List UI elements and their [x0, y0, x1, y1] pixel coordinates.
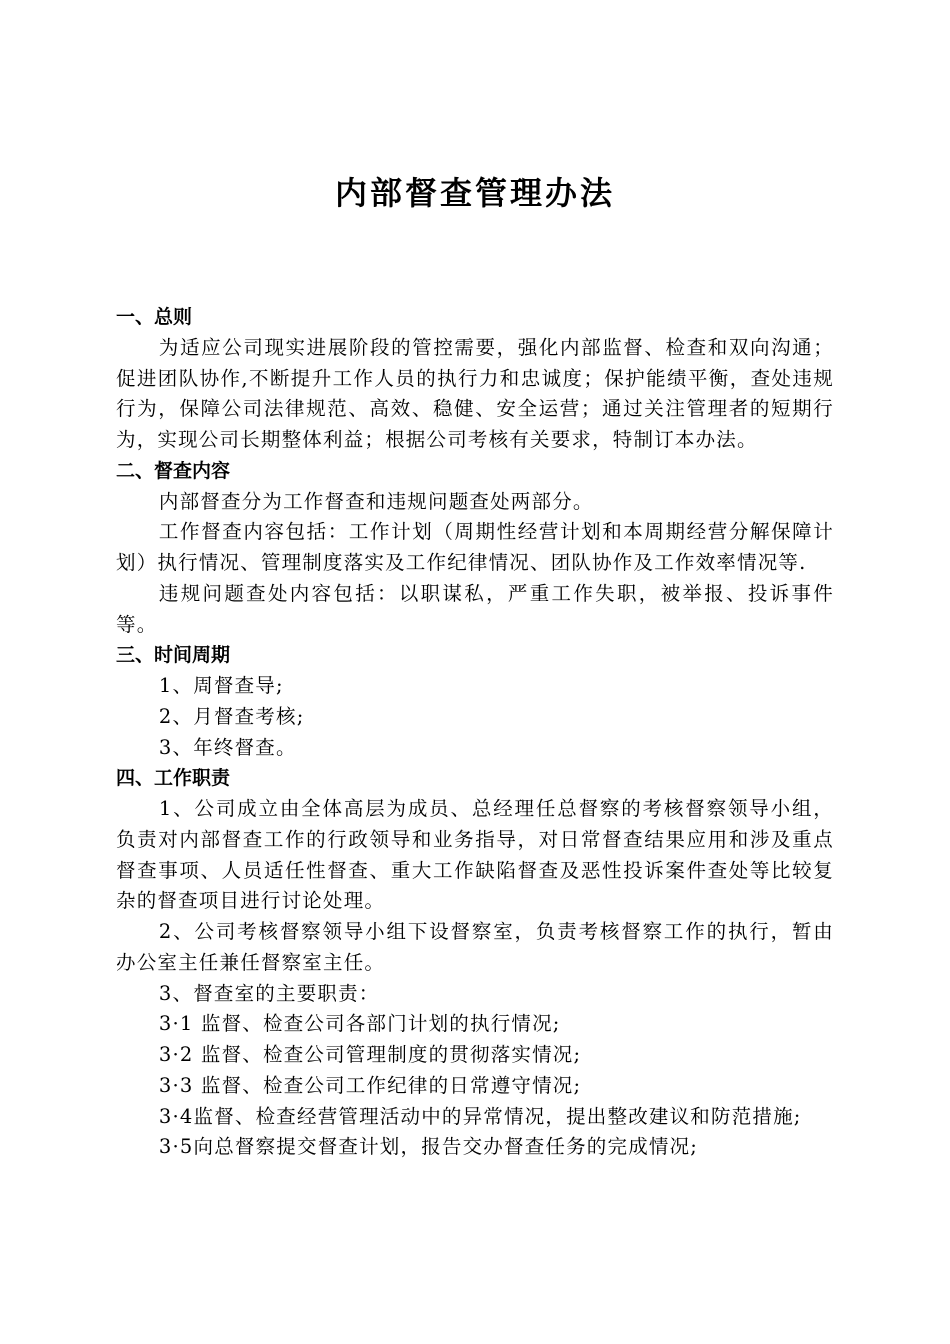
paragraph-inspection-office: 2、公司考核督察领导小组下设督察室，负责考核督察工作的执行，暂由办公室主任兼任督察室主任。 — [116, 920, 834, 974]
paragraph-work-inspection: 工作督查内容包括：工作计划（周期性经营计划和本周期经营分解保障计划）执行情况、管理制度落实及工作纪律情况、团队协作及工作效率情况等. — [116, 520, 834, 574]
document-body — [116, 302, 834, 1163]
list-item-duty-3-5: 3·5向总督察提交督查计划，报告交办督查任务的完成情况; — [158, 1135, 699, 1159]
list-item-duty-3-1: 3·1 监督、检查公司各部门计划的执行情况; — [158, 1012, 561, 1036]
list-item-weekly: 1、周督查导; — [158, 674, 284, 697]
paragraph-violation-handling: 违规问题查处内容包括：以职谋私，严重工作失职，被举报、投诉事件等。 — [116, 581, 834, 636]
section-heading-period: 三、时间周期 — [116, 644, 231, 667]
section-heading-general: 一、总则 — [116, 306, 193, 328]
list-item-annual: 3、年终督查。 — [158, 735, 297, 759]
section-heading-duties: 四、工作职责 — [116, 767, 231, 790]
paragraph-general-purpose: 为适应公司现实进展阶段的管控需要，强化内部监督、检查和双向沟通；促进团队协作,不断提升工作人员的执行力和忠诚度；保护能绩平衡，查处违规行为，保障公司法律规范、高效、稳健、安全运营；通过关注管理者的短期行为，实现公司长期整体利益；根据公司考核有关要求，特制订本办法。 — [116, 335, 834, 451]
list-item-monthly: 2、月督查考核; — [158, 704, 305, 728]
paragraph-duty-3-4: 3·4监督、检查经营管理活动中的异常情况，提出整改建议和防范措施; — [158, 1104, 802, 1128]
paragraph-content-scope: 内部督查分为工作督查和违规问题查处两部分。 — [158, 489, 594, 513]
section-heading-content: 二、督查内容 — [116, 459, 231, 482]
document-title: 内部督查管理办法 — [334, 174, 615, 212]
list-item-office-duties: 3、督查室的主要职责： — [158, 981, 380, 1005]
list-item-duty-3-2: 3·2 监督、检查公司管理制度的贯彻落实情况; — [158, 1043, 582, 1066]
paragraph-leadership-group: 1、公司成立由全体高层为成员、总经理任总督察的考核督察领导小组，负责对内部督查工作的行政领导和业务指导，对日常督查结果应用和涉及重点督查事项、人员适任性督查、重大工作缺陷督查及恶性投诉案件查处等比较复杂的督查项目进行讨论处理。 — [116, 797, 834, 913]
list-item-duty-3-3: 3·3 监督、检查公司工作纪律的日常遵守情况; — [158, 1073, 582, 1097]
